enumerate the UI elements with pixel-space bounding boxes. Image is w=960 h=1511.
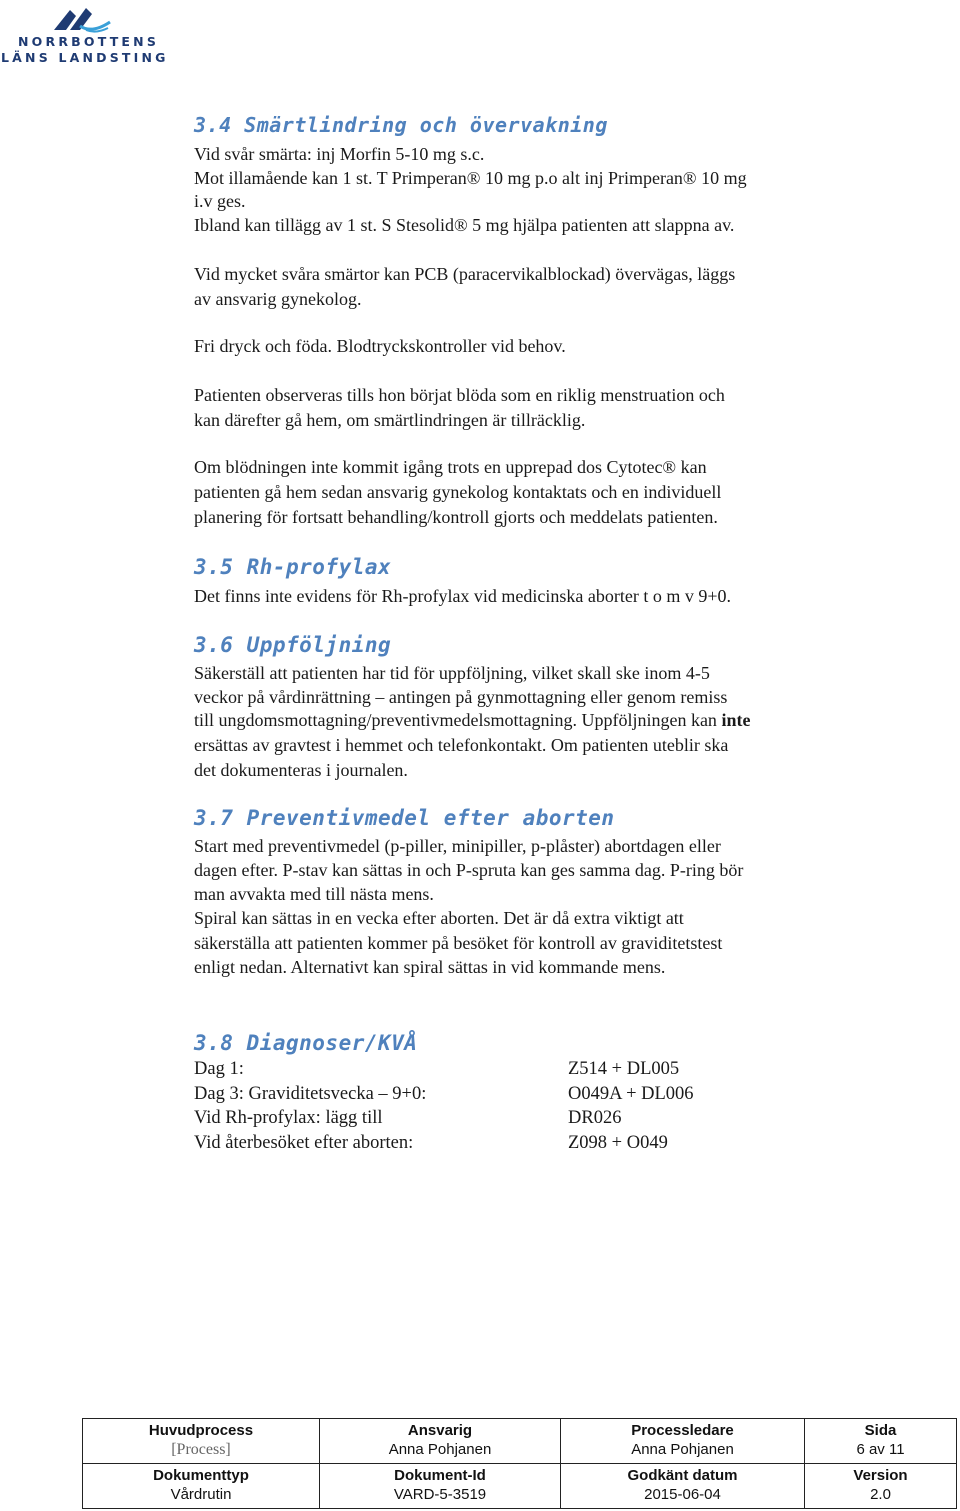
text-line: Spiral kan sättas in en vecka efter aborten. Det är då extra viktigt att — [194, 908, 684, 928]
text-line: man avvakta med till nästa mens. — [194, 884, 434, 904]
text-line: Start med preventivmedel (p-piller, minipiller, p-plåster) abortdagen eller — [194, 836, 721, 856]
footer-cell-processledare — [561, 1419, 805, 1464]
footer-value: 2015-06-04 — [644, 1486, 721, 1503]
text-line: patienten gå hem sedan ansvarig gynekolog kontaktats och en individuell — [194, 482, 722, 502]
footer-value: Anna Pohjanen — [631, 1441, 734, 1458]
diagnosis-label: Vid återbesöket efter aborten: — [194, 1133, 414, 1153]
diagnosis-row — [194, 1106, 622, 1130]
footer-cell-dokument-id — [320, 1464, 561, 1509]
logo-line1: NORRBOTTENS — [18, 34, 160, 49]
text-line: kan därefter gå hem, om smärtlindringen är tillräcklig. — [194, 410, 586, 430]
text-line: enligt nedan. Alternativt kan spiral sättas in vid kommande mens. — [194, 957, 666, 977]
footer-row — [83, 1464, 957, 1509]
text-line: av ansvarig gynekolog. — [194, 289, 362, 309]
diagnosis-label: Dag 3: Graviditetsvecka – 9+0: — [194, 1084, 427, 1104]
text-line: Säkerställ att patienten har tid för uppföljning, vilket skall ske inom 4-5 — [194, 663, 710, 683]
text-line: dagen efter. P-stav kan sättas in och P-spruta kan ges samma dag. P-ring bör — [194, 860, 744, 880]
diagnosis-label: Dag 1: — [194, 1059, 244, 1079]
diagnosis-row — [194, 1057, 680, 1081]
footer-cell-ansvarig — [320, 1419, 561, 1464]
norrbottens-logo — [0, 0, 170, 70]
section-heading-3-5: 3.5 Rh-profylax — [194, 555, 392, 579]
text-line: i.v ges. — [194, 191, 246, 211]
footer-row — [83, 1419, 957, 1464]
section-heading-3-8: 3.8 Diagnoser/KVÅ — [194, 1031, 418, 1055]
text-line: Vid svår smärta: inj Morfin 5-10 mg s.c. — [194, 144, 485, 164]
section-heading-3-6: 3.6 Uppföljning — [194, 633, 392, 657]
logo-line2: LÄNS LANDSTING — [1, 50, 169, 65]
footer-value: 6 av 11 — [856, 1441, 905, 1458]
bold-word: inte — [721, 710, 751, 730]
footer-label: Ansvarig — [407, 1422, 473, 1439]
text-line: Mot illamående kan 1 st. T Primperan® 10 mg p.o alt inj Primperan® 10 mg — [194, 168, 747, 188]
text-line — [194, 708, 750, 732]
text-line: det dokumenteras i journalen. — [194, 760, 408, 780]
text-line: säkerställa att patienten kommer på besöket för kontroll av graviditetstest — [194, 933, 723, 953]
footer-label: Processledare — [631, 1422, 734, 1439]
logo-wave-icon — [52, 4, 112, 34]
footer-value: Anna Pohjanen — [388, 1441, 492, 1458]
diagnosis-row — [194, 1082, 694, 1106]
text-line: Om blödningen inte kommit igång trots en upprepad dos Cytotec® kan — [194, 457, 707, 477]
footer-label: Dokumenttyp — [153, 1467, 249, 1484]
footer-value: [Process] — [171, 1441, 231, 1458]
footer-label: Version — [853, 1467, 908, 1484]
footer-label: Huvudprocess — [148, 1422, 254, 1439]
diagnosis-code: Z514 + DL005 — [568, 1059, 680, 1079]
text-line: Det finns inte evidens för Rh-profylax vid medicinska aborter t o m v 9+0. — [194, 586, 732, 606]
footer-cell-dokumenttyp — [83, 1464, 320, 1509]
text-line-start: till ungdomsmottagning/preventivmedelsmottagning. Uppföljningen kan — [194, 710, 722, 730]
diagnosis-code: O049A + DL006 — [568, 1084, 694, 1104]
footer-cell-version — [805, 1464, 957, 1509]
section-heading-3-4: 3.4 Smärtlindring och övervakning — [194, 113, 608, 137]
text-line: Vid mycket svåra smärtor kan PCB (paracervikalblockad) övervägas, läggs — [194, 264, 736, 284]
text-line: veckor på vårdinrättning – antingen på gynmottagning eller genom remiss — [194, 687, 728, 707]
footer-cell-godkant-datum — [561, 1464, 805, 1509]
text-line: planering för fortsatt behandling/kontroll gjorts och meddelats patienten. — [194, 507, 718, 527]
footer-label: Sida — [864, 1422, 897, 1439]
diagnosis-label: Vid Rh-profylax: lägg till — [194, 1108, 383, 1128]
diagnosis-row — [194, 1131, 668, 1155]
footer-cell-huvudprocess — [83, 1419, 320, 1464]
document-footer-table — [82, 1418, 957, 1509]
diagnosis-code: DR026 — [568, 1108, 622, 1128]
text-line: Patienten observeras tills hon börjat blöda som en riklig menstruation och — [194, 385, 725, 405]
footer-value: 2.0 — [870, 1486, 891, 1503]
footer-label: Godkänt datum — [627, 1467, 738, 1484]
footer-cell-sida — [805, 1419, 957, 1464]
diagnosis-code: Z098 + O049 — [568, 1133, 668, 1153]
text-line: ersättas av gravtest i hemmet och telefonkontakt. Om patienten uteblir ska — [194, 735, 729, 755]
section-heading-3-7: 3.7 Preventivmedel efter aborten — [194, 806, 615, 830]
footer-value: VARD-5-3519 — [393, 1486, 487, 1503]
footer-value: Vårdrutin — [170, 1486, 232, 1503]
text-line: Ibland kan tillägg av 1 st. S Stesolid® 5 mg hjälpa patienten att slappna av. — [194, 215, 735, 235]
footer-label: Dokument-Id — [394, 1467, 486, 1484]
text-line: Fri dryck och föda. Blodtryckskontroller vid behov. — [194, 336, 566, 356]
